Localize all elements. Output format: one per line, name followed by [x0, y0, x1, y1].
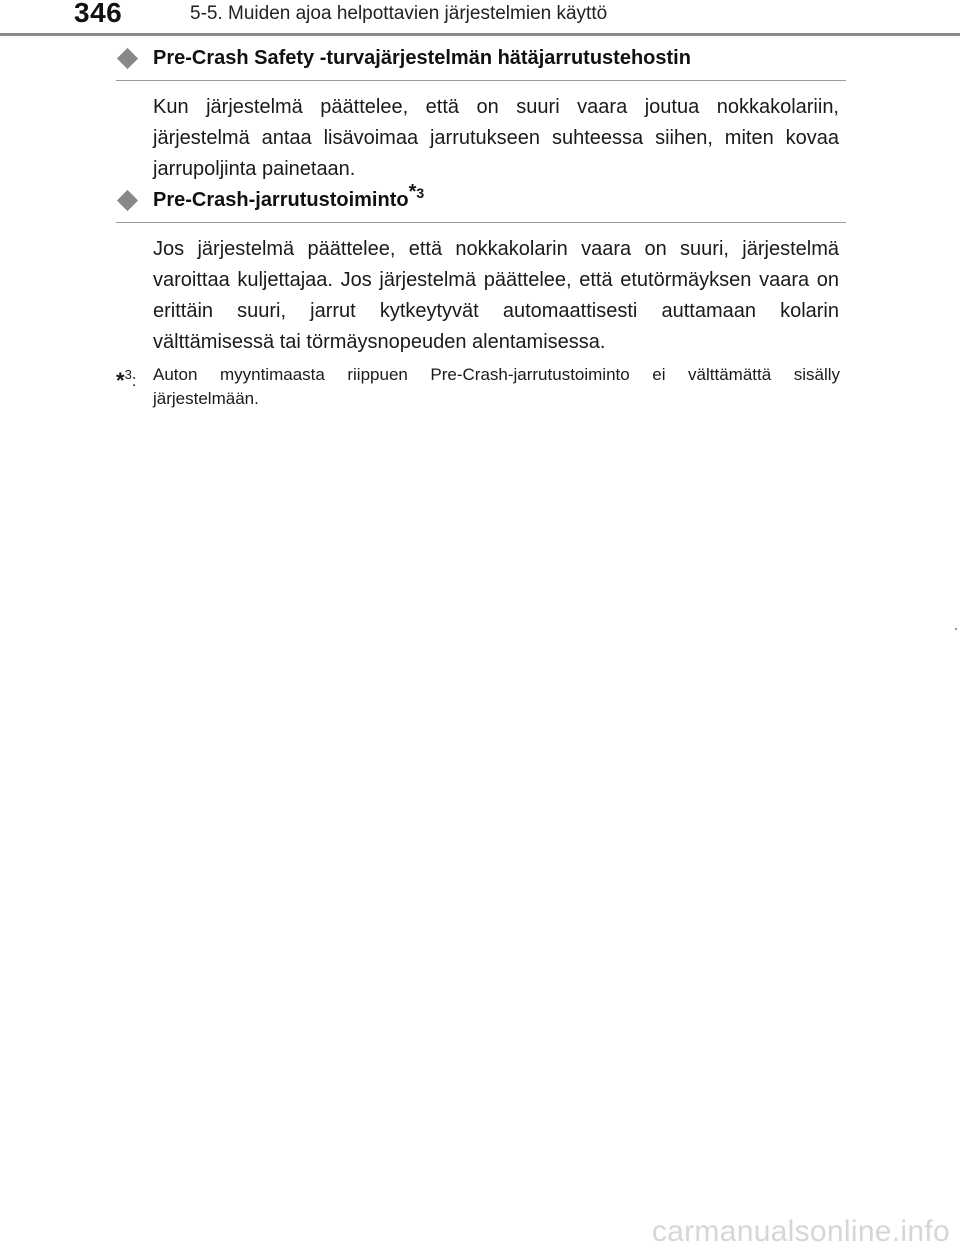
scan-artifact	[955, 628, 957, 630]
section-brake-assist	[116, 38, 846, 185]
section-body: Jos järjestelmä päättelee, että nokkakolarin vaara on suuri, järjestelmä varoittaa kuljettajaa. Jos järjestelmä päättelee, että etutörmäyksen vaara on erittäin suuri, jarrut kytkeytyvät automaattisesti auttamaan kolarin välttämisessä tai törmäysnopeuden alentamisessa.	[153, 238, 839, 353]
footnote-number: 3	[124, 367, 132, 382]
page-header	[0, 0, 960, 36]
page-number: 346	[74, 0, 123, 28]
diamond-bullet-icon	[117, 48, 138, 69]
section-heading-text	[153, 181, 425, 213]
section-heading	[116, 38, 846, 81]
section-pre-crash-braking	[116, 180, 846, 358]
section-body: Kun järjestelmä päättelee, että on suuri vaara joutua nokkakolariin, järjestelmä antaa lisävoimaa jarrutukseen suhteessa siihen, miten kovaa jarrupoljinta painetaan.	[153, 96, 839, 180]
footnote-reference-star: *	[408, 181, 417, 204]
header-rule	[0, 33, 960, 36]
footnote-marker	[116, 363, 153, 393]
footnote-reference[interactable]	[408, 181, 425, 204]
section-heading-label: Pre-Crash-jarrutustoiminto	[153, 189, 409, 211]
footnote-reference-number: 3	[416, 185, 425, 202]
footnote-star: *	[116, 368, 125, 393]
footnote	[116, 363, 840, 411]
section-heading	[116, 180, 846, 223]
footnote-text: Auton myyntimaasta riippuen Pre-Crash-jarrutustoiminto ei välttämättä sisälly järjestelmään.	[153, 365, 840, 408]
footnote-colon: :	[131, 371, 137, 390]
watermark: carmanualsonline.info	[651, 1215, 950, 1248]
section-heading-text: Pre-Crash Safety -turvajärjestelmän hätäjarrutustehostin	[153, 47, 691, 69]
diamond-bullet-icon	[117, 190, 138, 211]
chapter-title: 5-5. Muiden ajoa helpottavien järjestelmien käyttö	[190, 3, 608, 24]
